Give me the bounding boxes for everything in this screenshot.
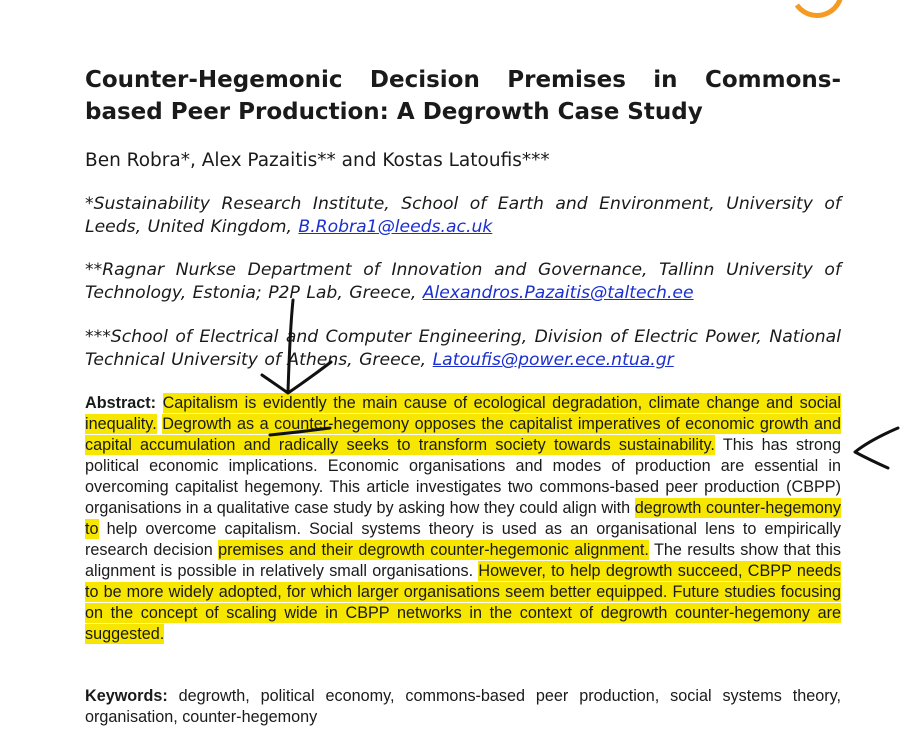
- affiliation-3: [85, 326, 841, 372]
- abstract-text: This has strong political economic implications. Economic organisations and modes of production are essential in overcoming capitalist hegemony. This article investigates two commons-based peer production (CBPP) organisations in a qualitative case study by asking how they could align with: [85, 436, 841, 517]
- affiliation-1: [85, 193, 841, 239]
- paper-title: Counter-Hegemonic Decision Premises in Commons-based Peer Production: A Degrowth Case Study: [85, 67, 841, 125]
- keywords-text: degrowth, political economy, commons-based peer production, social systems theory, organisation, counter-hegemony: [85, 687, 841, 726]
- affiliation-text: ***School of Electrical and Computer Engineering, Division of Electric Power, National Technical University of Athens, Greece,: [85, 327, 841, 370]
- affiliation-text: *Sustainability Research Institute, School of Earth and Environment, University of Leeds, United Kingdom,: [85, 194, 841, 237]
- email-link[interactable]: Latoufis@power.ece.ntua.gr: [432, 350, 674, 370]
- hand-drawn-left-arrow: [855, 428, 898, 468]
- abstract-label: Abstract:: [85, 394, 157, 412]
- highlighted-text: However, to help degrowth succeed, CBPP needs to be more widely adopted, for which larger organisations seem better equipped. Future studies focusing on the concept of scaling wide in CBPP networks in the context of degrowth counter-hegemony are suggested.: [85, 562, 841, 643]
- abstract-text: The results show that this alignment is possible in relatively small organisations.: [85, 541, 841, 580]
- abstract-text: help overcome capitalism. Social systems theory is used as an organisational lens to empirically research decision: [85, 520, 842, 559]
- abstract: [85, 393, 841, 645]
- affiliation-text: **Ragnar Nurkse Department of Innovation and Governance, Tallinn University of Technology, Estonia; P2P Lab, Greece,: [85, 260, 841, 303]
- journal-logo-arc: [786, 0, 849, 22]
- affiliation-2: [85, 259, 841, 305]
- highlighted-text: Degrowth as a counter-hegemony opposes the capitalist imperatives of economic growth and: [162, 415, 841, 433]
- keywords-label: Keywords:: [85, 687, 168, 705]
- highlighted-text: degrowth counter-hegemony to: [85, 499, 842, 538]
- highlighted-text: capital accumulation and radically seeks to transform society towards sustainability.: [85, 436, 715, 454]
- email-link[interactable]: B.Robra1@leeds.ac.uk: [298, 217, 493, 237]
- highlighted-text: Capitalism is evidently the main cause of ecological degradation, climate change and social inequality.: [85, 394, 842, 433]
- author-list: Ben Robra*, Alex Pazaitis** and Kostas Latoufis***: [85, 150, 550, 171]
- email-link[interactable]: Alexandros.Pazaitis@taltech.ee: [422, 283, 694, 303]
- keywords: [85, 686, 841, 728]
- highlighted-text: premises and their degrowth counter-hegemonic alignment.: [218, 541, 649, 559]
